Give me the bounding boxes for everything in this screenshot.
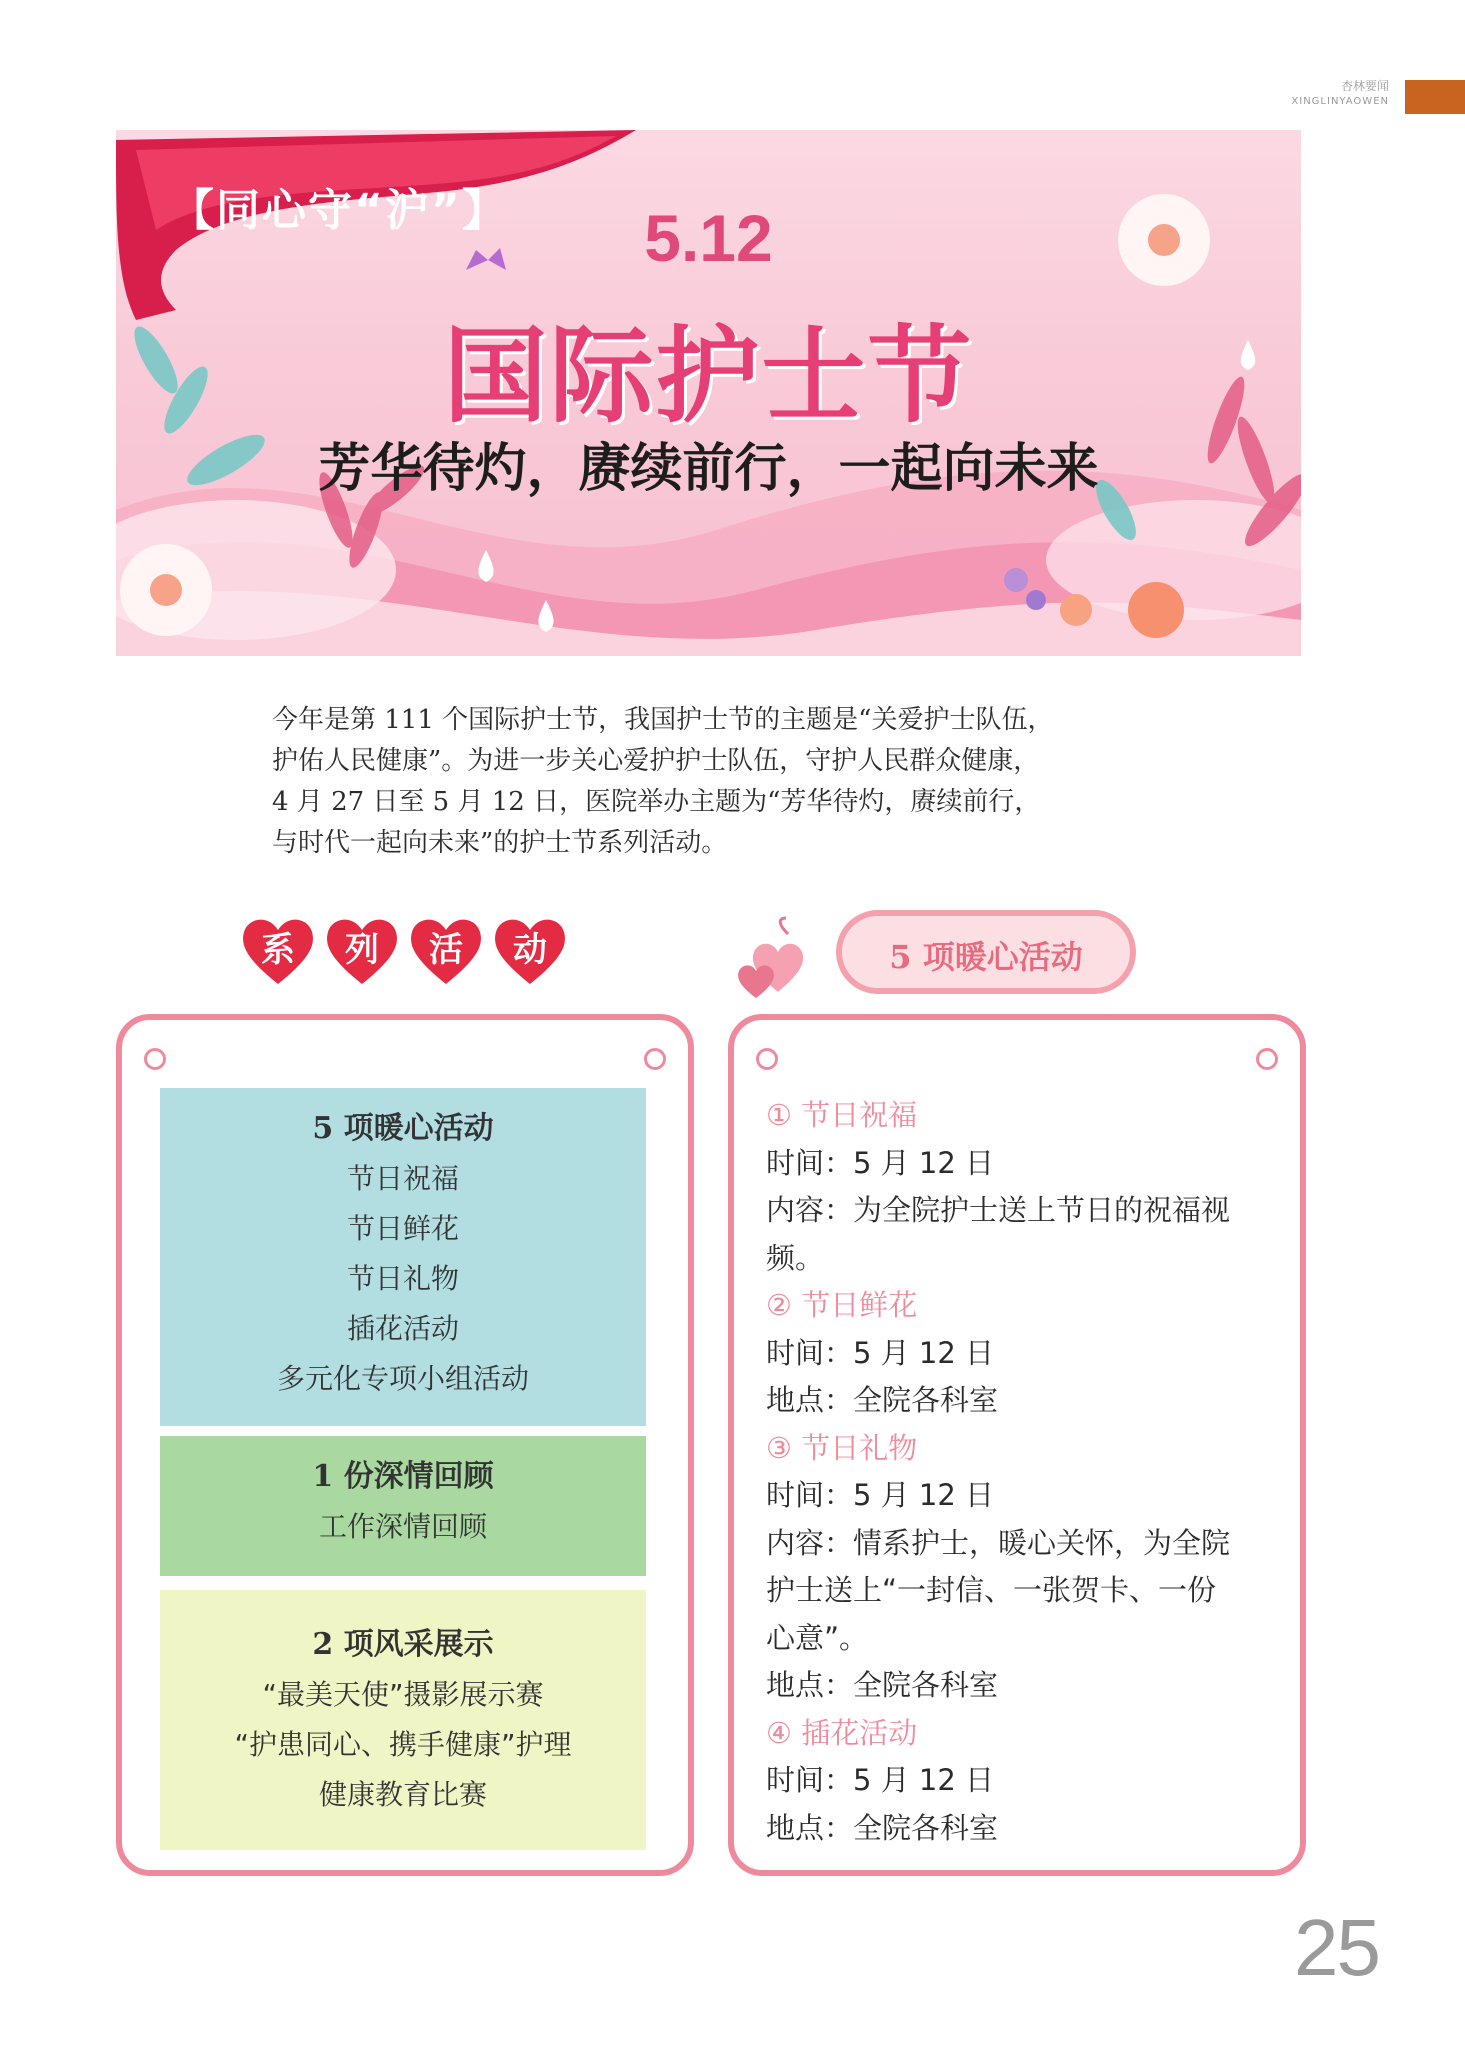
activity-detail: 时间：5 月 12 日 — [766, 1145, 995, 1180]
box-item: 工作深情回顾 — [318, 1510, 487, 1543]
nurses-day-banner — [116, 130, 1301, 656]
activity-detail: 内容：情系护士，暖心关怀，为全院 — [766, 1525, 1231, 1560]
intro-line: 今年是第 111 个国际护士节，我国护士节的主题是“关爱护士队伍， — [272, 705, 1054, 735]
warm-activities-box — [160, 1088, 646, 1426]
heart-char: 活 — [429, 930, 463, 970]
heart-char: 系 — [261, 930, 295, 970]
heart-icon — [406, 910, 486, 990]
activity-detail: 时间：5 月 12 日 — [766, 1763, 995, 1797]
warm-activities-title — [728, 900, 1148, 1010]
box-item: 节日鲜花 — [346, 1212, 459, 1245]
decor-dot — [1256, 1048, 1278, 1070]
heart-icon — [490, 910, 570, 990]
detail-list — [766, 1092, 1276, 1852]
warm-activities-pill — [836, 910, 1136, 994]
banner-tag: 【同心守“沪”】 — [170, 185, 508, 236]
section-header — [1291, 78, 1389, 110]
section-name-en: XINGLINYAOWEN — [1291, 96, 1389, 107]
box-item: 健康教育比赛 — [318, 1778, 487, 1811]
activity-heading: ③ 节日礼物 — [766, 1430, 918, 1465]
activity-heading: ④ 插花活动 — [766, 1715, 918, 1750]
page-number: 25 — [1294, 1903, 1379, 1992]
banner-date: 5.12 — [644, 201, 773, 275]
box-item: “最美天使”摄影展示赛 — [262, 1678, 544, 1711]
intro-paragraph — [272, 700, 1162, 864]
activity-detail: 地点：全院各科室 — [766, 1810, 999, 1845]
box-title: 1 份深情回顾 — [312, 1459, 494, 1494]
box-item: 节日祝福 — [346, 1162, 459, 1195]
header-color-bar — [1405, 80, 1465, 114]
box-item: 插花活动 — [346, 1312, 459, 1345]
decor-dot — [644, 1048, 666, 1070]
heart-icon — [238, 910, 318, 990]
activities-overview-panel — [116, 1014, 694, 1876]
intro-line: 护佑人民健康”。为进一步关心爱护护士队伍，守护人民群众健康， — [272, 746, 1040, 776]
activity-detail: 频。 — [766, 1240, 825, 1275]
double-heart-icon — [728, 914, 838, 1004]
activity-heading: ① 节日祝福 — [766, 1098, 918, 1132]
activity-heading: ② 节日鲜花 — [766, 1288, 918, 1322]
section-name-cn: 杏林要闻 — [1340, 79, 1389, 93]
decor-dot — [756, 1048, 778, 1070]
heart-icon — [322, 910, 402, 990]
activities-detail-panel — [728, 1014, 1306, 1876]
pill-label: 5 项暖心活动 — [889, 938, 1083, 976]
box-item: “护患同心、携手健康”护理 — [234, 1728, 572, 1761]
activity-detail: 护士送上“一封信、一张贺卡、一份 — [766, 1573, 1217, 1607]
decor-dot — [144, 1048, 166, 1070]
activity-detail: 地点：全院各科室 — [766, 1383, 999, 1417]
box-title: 5 项暖心活动 — [312, 1111, 494, 1146]
activity-detail: 地点：全院各科室 — [766, 1668, 999, 1702]
box-item: 多元化专项小组活动 — [276, 1362, 529, 1395]
heart-char: 动 — [513, 930, 547, 970]
activity-detail: 时间：5 月 12 日 — [766, 1478, 995, 1512]
review-box — [160, 1436, 646, 1576]
banner-title: 国际护士节 — [443, 315, 974, 437]
activity-detail: 心意”。 — [766, 1620, 869, 1655]
box-item: 节日礼物 — [346, 1262, 459, 1295]
series-activities-title — [238, 910, 578, 994]
banner-subtitle: 芳华待灼，赓续前行，一起向未来 — [318, 438, 1099, 499]
activity-detail: 内容：为全院护士送上节日的祝福视 — [766, 1193, 1231, 1227]
showcase-box — [160, 1590, 646, 1850]
box-title: 2 项风采展示 — [312, 1627, 494, 1662]
intro-line: 4 月 27 日至 5 月 12 日，医院举办主题为“芳华待灼，赓续前行， — [272, 787, 1041, 817]
intro-line: 与时代一起向未来”的护士节系列活动。 — [272, 828, 728, 858]
activity-detail: 时间：5 月 12 日 — [766, 1335, 995, 1370]
heart-char: 列 — [345, 930, 379, 970]
